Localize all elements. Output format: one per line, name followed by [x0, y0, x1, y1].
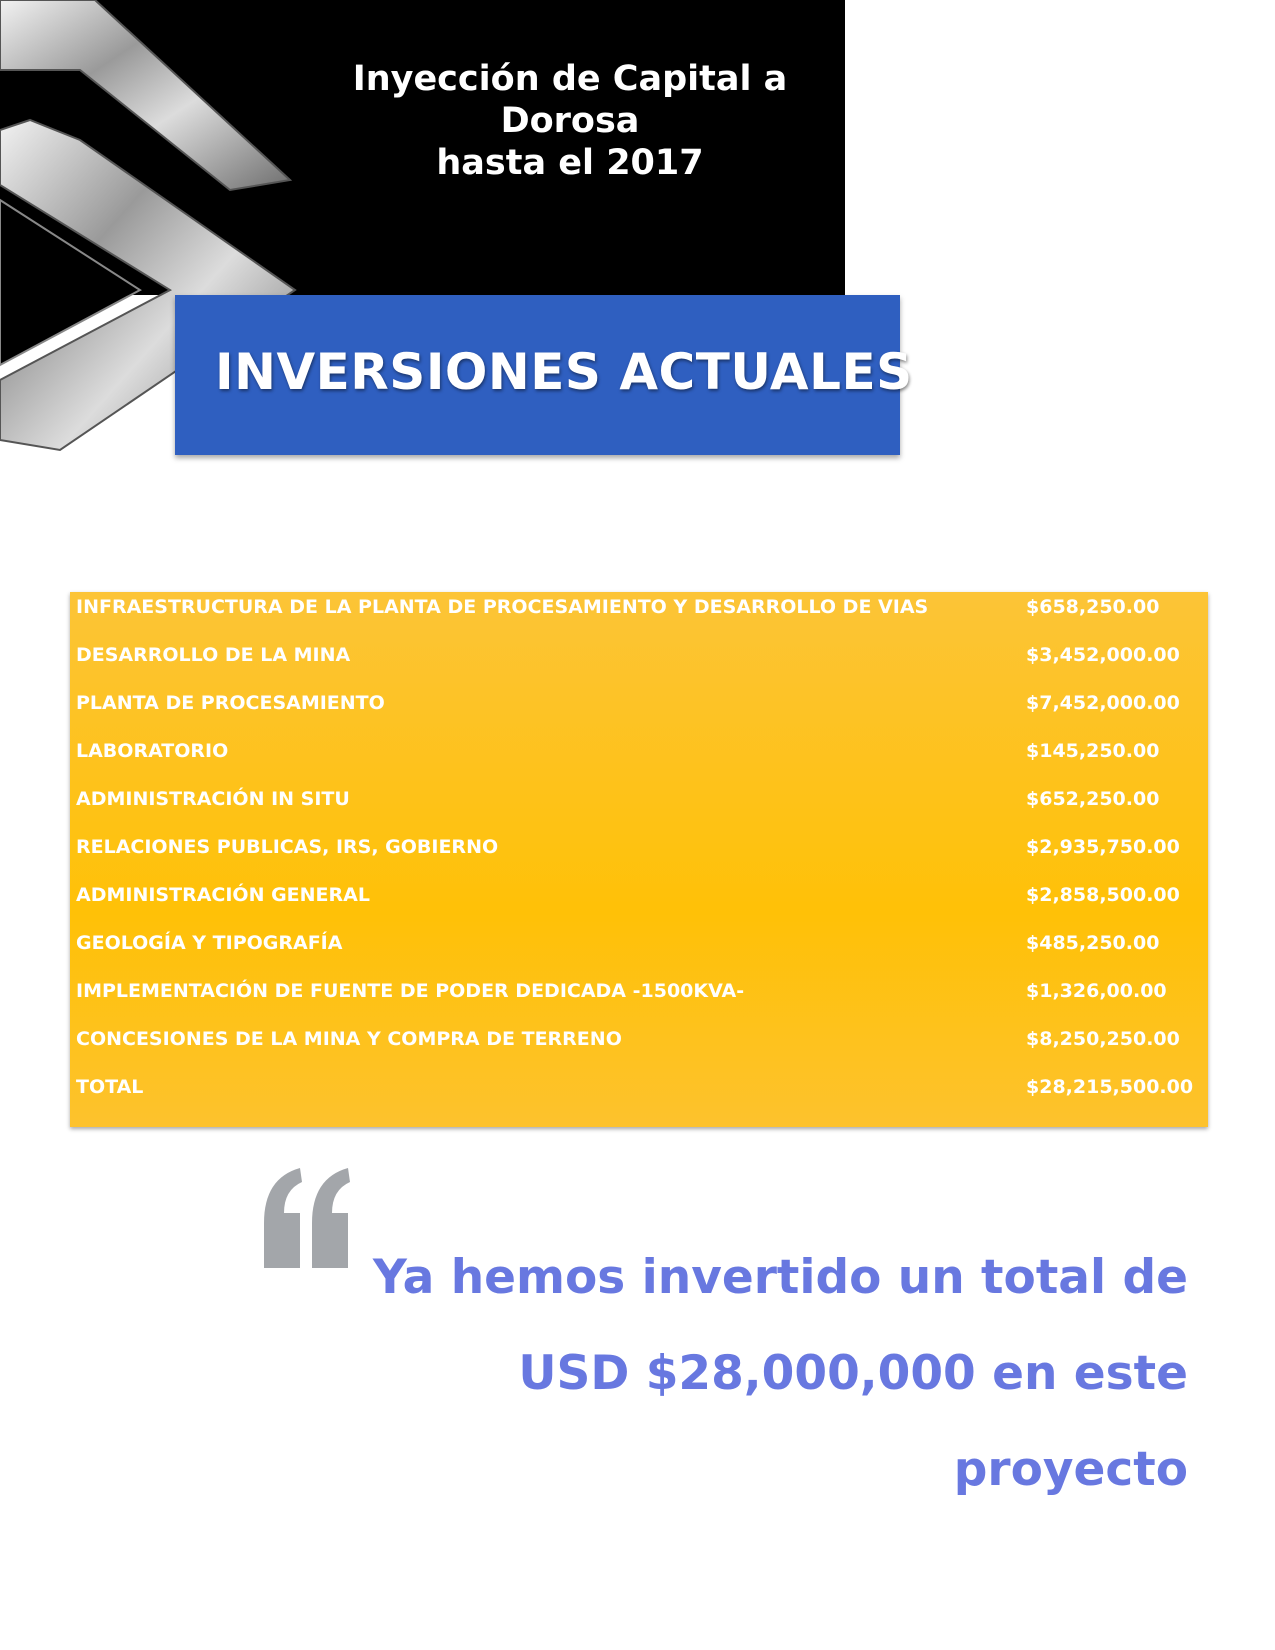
quote-line: Ya hemos invertido un total de: [372, 1250, 1188, 1305]
table-row: [76, 736, 1208, 784]
quote-line: USD $28,000,000 en este: [518, 1346, 1188, 1401]
table-row: [76, 688, 1208, 736]
row-amount: $652,250.00: [1026, 788, 1160, 810]
table-row: [76, 928, 1208, 976]
table-row: [76, 640, 1208, 688]
table-row: [76, 832, 1208, 880]
row-label: LABORATORIO: [76, 740, 229, 762]
investments-table: [70, 592, 1208, 1127]
header-title-line: Inyección de Capital a: [352, 59, 788, 99]
table-row: [76, 976, 1208, 1024]
row-label: RELACIONES PUBLICAS, IRS, GOBIERNO: [76, 836, 499, 858]
row-label: TOTAL: [76, 1076, 144, 1098]
table-row: [76, 784, 1208, 832]
header-title: [330, 58, 810, 184]
row-amount: $658,250.00: [1026, 596, 1160, 618]
row-amount: $8,250,250.00: [1026, 1028, 1180, 1050]
row-amount: $7,452,000.00: [1026, 692, 1180, 714]
table-row: [76, 1024, 1208, 1072]
row-label: ADMINISTRACIÓN IN SITU: [76, 788, 350, 810]
row-amount: $2,935,750.00: [1026, 836, 1180, 858]
quote-text: [300, 1230, 1188, 1518]
table-row: [76, 880, 1208, 928]
row-amount: $3,452,000.00: [1026, 644, 1180, 666]
row-label: CONCESIONES DE LA MINA Y COMPRA DE TERRENO: [76, 1028, 622, 1050]
row-label: ADMINISTRACIÓN GENERAL: [76, 884, 370, 906]
row-amount: $1,326,00.00: [1026, 980, 1167, 1002]
row-amount: $2,858,500.00: [1026, 884, 1180, 906]
row-label: IMPLEMENTACIÓN DE FUENTE DE PODER DEDICADA -1500KVA-: [76, 980, 745, 1002]
row-amount: $28,215,500.00: [1026, 1076, 1194, 1098]
section-banner: [175, 295, 913, 455]
row-amount: $145,250.00: [1026, 740, 1160, 762]
row-label: PLANTA DE PROCESAMIENTO: [76, 692, 385, 714]
header-title-line: Dorosa: [500, 101, 640, 141]
row-label: GEOLOGÍA Y TIPOGRAFÍA: [76, 932, 343, 954]
table-row-total: [76, 1072, 1208, 1120]
header-title-line: hasta el 2017: [436, 143, 704, 183]
row-amount: $485,250.00: [1026, 932, 1160, 954]
row-label: DESARROLLO DE LA MINA: [76, 644, 351, 666]
row-label: INFRAESTRUCTURA DE LA PLANTA DE PROCESAMIENTO Y DESARROLLO DE VIAS: [76, 596, 929, 618]
table-row: [76, 592, 1208, 640]
section-title: INVERSIONES ACTUALES: [215, 343, 913, 401]
quote-line: proyecto: [953, 1442, 1188, 1497]
